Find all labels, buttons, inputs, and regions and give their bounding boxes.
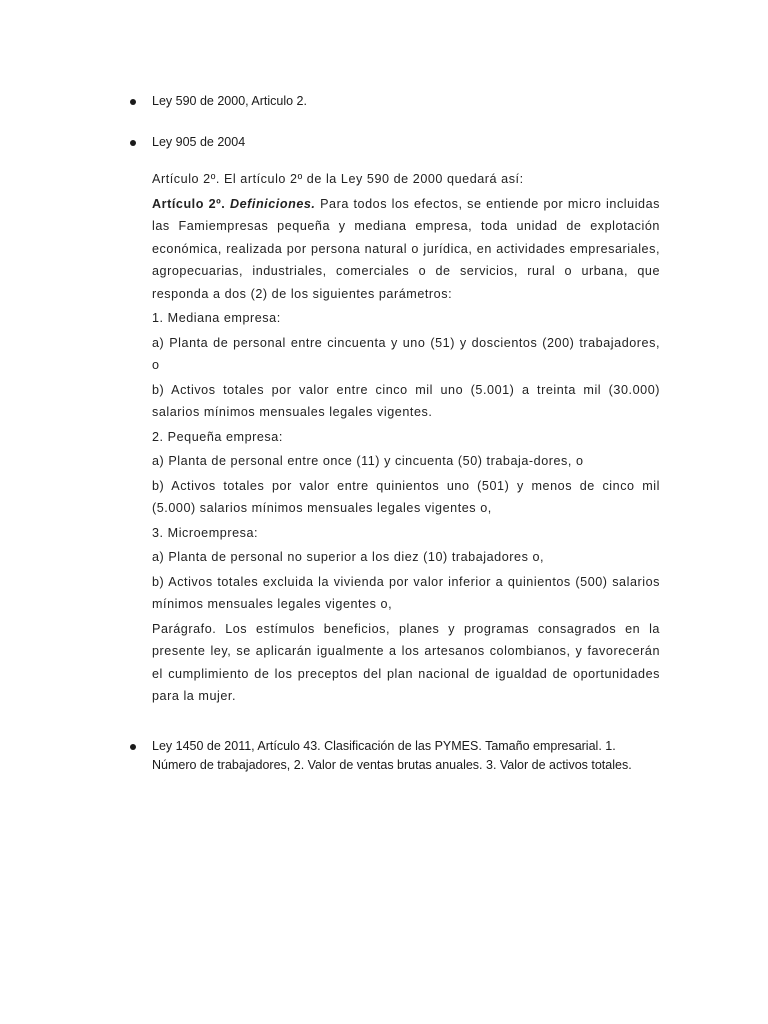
bullet-text: Ley 905 de 2004: [152, 135, 246, 149]
bullet-text: Ley 590 de 2000, Articulo 2.: [152, 94, 307, 108]
bullet-text: Ley 1450 de 2011, Artículo 43. Clasificación de las PYMES. Tamaño empresarial. 1. Número de trabajadores, 2. Valor de ventas brutas anuales. 3. Valor de activos totales.: [152, 739, 632, 772]
micro-item-a: a) Planta de personal no superior a los diez (10) trabajadores o,: [152, 550, 545, 564]
mediana-item-a: a) Planta de personal entre cincuenta y uno (51) y doscientos (200) trabajadores, o: [152, 335, 660, 372]
definitions-label: Artículo 2º.: [152, 196, 226, 211]
pequena-item-b: b) Activos totales por valor entre quinientos uno (501) y menos de cinco mil (5.000) salarios mínimos mensuales legales vigentes o,: [152, 478, 660, 515]
micro-item-b: b) Activos totales excluida la vivienda por valor inferior a quinientos (500) salarios mínimos mensuales legales vigentes o,: [152, 574, 660, 611]
pequena-item-a: a) Planta de personal entre once (11) y cincuenta (50) trabaja-dores, o: [152, 454, 584, 468]
article-body: [152, 168, 660, 710]
mediana-heading: 1. Mediana empresa:: [152, 311, 281, 325]
micro-heading: 3. Microempresa:: [152, 525, 259, 540]
article-definitions: [152, 193, 660, 306]
article-intro: Artículo 2º. El artículo 2º de la Ley 590 de 2000 quedará así:: [152, 172, 524, 186]
mediana-item-b: b) Activos totales por valor entre cinco mil uno (5.001) a treinta mil (30.000) salarios mínimos mensuales legales vigentes.: [152, 382, 660, 419]
pequena-heading: 2. Pequeña empresa:: [152, 429, 283, 444]
paragrafo: Parágrafo. Los estímulos beneficios, planes y programas consagrados en la presente ley, se aplicarán igualmente a los artesanos colombianos, y favorecerán el cumplimiento de los preceptos del plan nacional de igualdad de oportunidades para la mujer.: [152, 621, 660, 703]
bullet-icon: [130, 744, 136, 750]
definitions-title: Definiciones.: [229, 196, 316, 211]
bullet-icon: [130, 99, 136, 105]
bullet-icon: [130, 140, 136, 146]
definitions-text: Para todos los efectos, se entiende por micro incluidas las Famiempresas pequeña y mediana empresa, toda unidad de explotación económica, realizada por persona natural o jurídica, en actividades empresariales, agropecuarias, industriales, comerciales o de servicios, rural o urbana, que responda a dos (2) de los siguientes parámetros:: [152, 196, 660, 301]
